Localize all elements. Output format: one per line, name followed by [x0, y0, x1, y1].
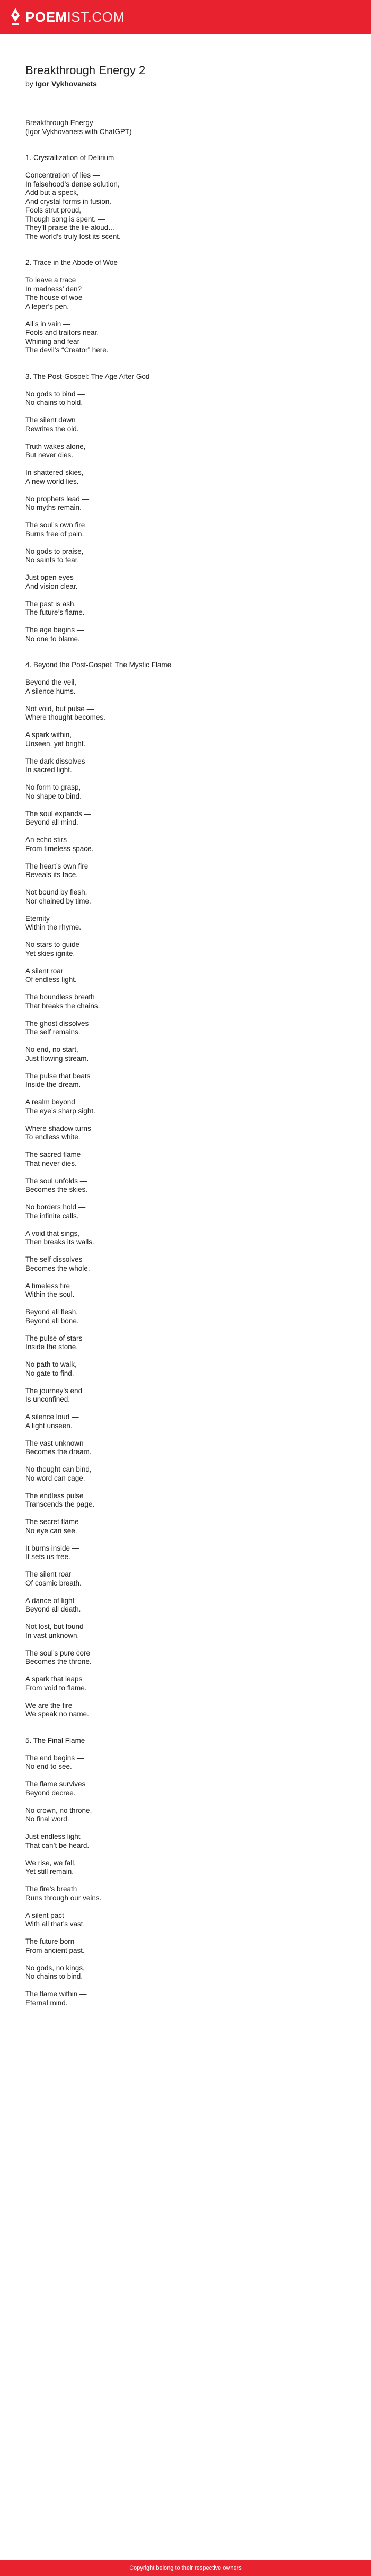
poem-line: They’ll praise the lie aloud… — [25, 224, 116, 232]
poem-line: The past is ash, — [25, 599, 76, 608]
poem-line: A silent pact — — [25, 1911, 74, 1919]
blank-line — [25, 145, 371, 154]
poem-line: The world’s truly lost its scent. — [25, 232, 121, 241]
poem-line: No eye can see. — [25, 1526, 77, 1535]
poem-line: 1. Crystallization of Delirium — [25, 154, 114, 162]
poem-line: 5. The Final Flame — [25, 1736, 85, 1745]
poem-stanza — [25, 626, 371, 643]
poem-line: The infinite calls. — [25, 1211, 79, 1220]
poem-line: No myths remain. — [25, 503, 82, 511]
poem-stanza — [25, 1046, 371, 1063]
poem-line: A silence loud — — [25, 1413, 79, 1421]
poem-stanza — [25, 1675, 371, 1693]
poem-line: No one to blame. — [25, 634, 80, 643]
poem-stanza — [25, 836, 371, 853]
poem-line: We speak no name. — [25, 1710, 89, 1718]
author-link[interactable]: Igor Vykhovanets — [35, 79, 97, 88]
poem-stanza — [25, 783, 371, 801]
poem-line: The flame survives — [25, 1780, 86, 1788]
poem-line: Not bound by flesh, — [25, 888, 87, 896]
poem-line: We are the fire — — [25, 1701, 82, 1710]
poem-line: The sacred flame — [25, 1150, 81, 1158]
poem-line: No path to walk, — [25, 1360, 77, 1368]
poem-line: No saints to fear. — [25, 556, 80, 564]
poem-line: Fools strut proud, — [25, 206, 82, 214]
poem-line: Becomes the whole. — [25, 1264, 90, 1272]
poem-line: Beyond all flesh, — [25, 1308, 78, 1316]
poem-line: No shape to bind. — [25, 792, 82, 800]
poem-line: 3. The Post-Gospel: The Age After God — [25, 372, 150, 380]
poem-line: Beyond all death. — [25, 1605, 81, 1613]
poem-title: Breakthrough Energy 2 — [25, 64, 146, 77]
poem-line: Concentration of lies — — [25, 171, 100, 179]
poem-line: The secret flame — [25, 1518, 79, 1526]
poem-stanza — [25, 1649, 371, 1667]
poem-line: Of cosmic breath. — [25, 1579, 82, 1587]
poem-line: No crown, no throne, — [25, 1806, 92, 1814]
poem-stanza — [25, 888, 371, 906]
poem-stanza — [25, 652, 371, 670]
poem-line: The devil’s “Creator” here. — [25, 346, 109, 354]
poem-line: Beyond decree. — [25, 1789, 76, 1797]
poem-line: A spark that leaps — [25, 1675, 83, 1683]
poem-line: And crystal forms in fusion. — [25, 197, 112, 206]
poem-line: The vast unknown — — [25, 1439, 93, 1447]
poem-line: That never dies. — [25, 1159, 77, 1167]
poem-stanza — [25, 941, 371, 958]
poem-stanza — [25, 390, 371, 408]
site-footer — [0, 2560, 371, 2576]
poem-stanza — [25, 1807, 371, 1824]
poem-line: Whining and fear — — [25, 337, 89, 346]
poem-line: Burns free of pain. — [25, 529, 84, 538]
poem-stanza — [25, 993, 371, 1011]
poem-stanza — [25, 364, 371, 381]
poem-stanza — [25, 547, 371, 565]
poem-line: Is unconfined. — [25, 1395, 70, 1403]
poem-stanza — [25, 1439, 371, 1457]
poem-line: The soul’s own fire — [25, 521, 85, 529]
poem-stanza — [25, 1150, 371, 1168]
site-logo-text — [25, 10, 125, 24]
poem-stanza — [25, 573, 371, 591]
poem-stanza — [25, 1177, 371, 1194]
poem-stanza — [25, 1229, 371, 1247]
poem-stanza — [25, 1885, 371, 1902]
poem-line: No form to grasp, — [25, 783, 81, 791]
poem-line: No gods, no kings, — [25, 1963, 85, 1972]
poem-stanza — [25, 1859, 371, 1876]
poem-stanza — [25, 757, 371, 775]
poem-stanza — [25, 1387, 371, 1404]
poem-line: A realm beyond — [25, 1098, 75, 1106]
poem-line: No gate to find. — [25, 1369, 74, 1377]
poem-stanza — [25, 967, 371, 985]
poem-stanza — [25, 320, 371, 355]
poem-line: Though song is spent. — — [25, 215, 105, 223]
poem-stanza — [25, 1623, 371, 1640]
poem-stanza — [25, 1964, 371, 1981]
poem-stanza — [25, 1833, 371, 1850]
poem-line: Beyond all bone. — [25, 1316, 79, 1325]
poem-stanza — [25, 1308, 371, 1325]
poem-line: 4. Beyond the Post-Gospel: The Mystic Flame — [25, 661, 172, 669]
poem-stanza — [25, 1203, 371, 1220]
poem-line: Within the rhyme. — [25, 923, 82, 931]
poem-line: Of endless light. — [25, 976, 77, 984]
poem-line: It sets us free. — [25, 1553, 70, 1561]
poem-stanza — [25, 1072, 371, 1090]
poem-line: Rewrites the old. — [25, 424, 79, 433]
poem-line: In falsehood’s dense solution, — [25, 180, 120, 188]
poem-stanza — [25, 119, 371, 136]
poem-line: Truth wakes alone, — [25, 442, 86, 450]
poem-line: No end, no start, — [25, 1046, 78, 1054]
poem-stanza — [25, 250, 371, 268]
poem-line: Inside the dream. — [25, 1081, 81, 1088]
site-logo-link[interactable] — [10, 8, 125, 26]
poem-stanza — [25, 1702, 371, 1719]
poem-stanza — [25, 1413, 371, 1430]
poem-line: The future born — [25, 1937, 75, 1945]
poem-line: The fire’s breath — [25, 1885, 77, 1893]
brand-thin: IST.COM — [67, 9, 125, 25]
poem-line: From ancient past. — [25, 1946, 85, 1954]
poem-line: The end begins — — [25, 1754, 84, 1762]
poem-line: Nor chained by time. — [25, 897, 91, 905]
poem-line: The pulse that beats — [25, 1072, 91, 1080]
poem-line: The endless pulse — [25, 1491, 84, 1500]
blank-line — [25, 652, 371, 661]
poem-line: All’s in vain — — [25, 320, 70, 328]
poem-stanza — [25, 1125, 371, 1142]
poem-line: Runs through our veins. — [25, 1893, 102, 1902]
poem-line: Just endless light — — [25, 1833, 90, 1840]
poem-line: No word can cage. — [25, 1474, 85, 1482]
poem-stanza — [25, 1334, 371, 1352]
poem-line: Fools and traitors near. — [25, 329, 99, 337]
poem-line: We rise, we fall, — [25, 1858, 76, 1867]
poem-stanza — [25, 1754, 371, 1772]
poem-line: The eye’s sharp sight. — [25, 1106, 95, 1115]
poem-line: A void that sings, — [25, 1229, 80, 1237]
poem-line: The age begins — — [25, 626, 84, 634]
poem-line: To endless white. — [25, 1133, 81, 1141]
poem-line: In madness’ den? — [25, 285, 82, 293]
poem-line: Beyond all mind. — [25, 818, 78, 826]
poem-line: Transcends the page. — [25, 1500, 95, 1508]
poem-line: The dark dissolves — [25, 757, 85, 765]
poem-stanza — [25, 1570, 371, 1588]
poem-line: But never dies. — [25, 451, 74, 459]
poem-line: Within the soul. — [25, 1290, 75, 1298]
poem-line: That can’t be heard. — [25, 1841, 90, 1849]
poem-line: And vision clear. — [25, 582, 78, 590]
poem-stanza — [25, 810, 371, 827]
poem-line: In sacred light. — [25, 766, 72, 774]
poem-stanza — [25, 468, 371, 486]
poem-line: No final word. — [25, 1815, 69, 1823]
poem-stanza — [25, 1911, 371, 1929]
poem-line: No thought can bind, — [25, 1465, 92, 1473]
poem-line: A leper’s pen. — [25, 302, 69, 311]
poem-line: The journey’s end — [25, 1386, 83, 1395]
poem-body — [25, 119, 371, 2007]
poem-stanza — [25, 1937, 371, 1955]
poem-line: Inside the stone. — [25, 1343, 78, 1351]
poem-line: The self dissolves — — [25, 1255, 92, 1263]
poem-line: No prophets lead — — [25, 494, 90, 503]
poem-stanza — [25, 862, 371, 880]
poem-line: Just open eyes — — [25, 573, 83, 581]
poem-stanza — [25, 1597, 371, 1614]
poem-line: Yet still remain. — [25, 1867, 74, 1875]
poem-line: In vast unknown. — [25, 1631, 80, 1640]
poem-line: Becomes the skies. — [25, 1185, 88, 1193]
poem-line: No gods to praise, — [25, 547, 84, 555]
poem-stanza — [25, 1780, 371, 1798]
poem-line: Add but a speck, — [25, 189, 79, 197]
poem-line: From void to flame. — [25, 1684, 87, 1692]
poem-stanza — [25, 145, 371, 163]
poem-stanza — [25, 1282, 371, 1299]
copyright-text: Copyright belong to their respective owners — [129, 2565, 242, 2571]
poem-line: The future’s flame. — [25, 608, 85, 616]
poem-stanza — [25, 1098, 371, 1116]
poem-line: It burns inside — — [25, 1544, 80, 1552]
poem-line: From timeless space. — [25, 844, 94, 853]
poem-stanza — [25, 1544, 371, 1562]
poem-line: A dance of light — [25, 1596, 75, 1605]
poem-page — [0, 34, 371, 2007]
poem-line: No chains to bind. — [25, 1972, 83, 1980]
poem-line: Then breaks its walls. — [25, 1238, 94, 1246]
poem-stanza — [25, 442, 371, 460]
poem-line: Breakthrough Energy — [25, 119, 93, 127]
byline-by-label: by — [25, 79, 33, 88]
poem-line: No end to see. — [25, 1763, 72, 1771]
poem-stanza — [25, 495, 371, 512]
blank-line — [25, 1728, 371, 1737]
poem-line: No borders hold — — [25, 1203, 86, 1211]
poem-line: Not void, but pulse — — [25, 704, 94, 713]
poem-line: That breaks the chains. — [25, 1002, 100, 1010]
poem-line: A silent roar — [25, 967, 64, 975]
poem-line: A new world lies. — [25, 477, 79, 485]
poem-line: No stars to guide — — [25, 941, 89, 949]
poem-line: No chains to hold. — [25, 399, 83, 406]
poem-stanza — [25, 1020, 371, 1037]
poem-line: 2. Trace in the Abode of Woe — [25, 259, 118, 267]
poem-line: (Igor Vykhovanets with ChatGPT) — [25, 127, 132, 136]
poem-line: The boundless breath — [25, 993, 95, 1001]
poem-stanza — [25, 1360, 371, 1378]
poem-line: In shattered skies, — [25, 468, 84, 476]
poem-line: The soul expands — — [25, 809, 91, 818]
poem-line: A light unseen. — [25, 1421, 73, 1430]
poem-stanza — [25, 678, 371, 696]
poem-stanza — [25, 1518, 371, 1535]
poem-stanza — [25, 1728, 371, 1745]
poem-stanza — [25, 1492, 371, 1509]
brand-bold: POEM — [25, 9, 67, 25]
poem-line: A spark within, — [25, 731, 72, 739]
poem-line: Not lost, but found — — [25, 1623, 93, 1631]
poem-stanza — [25, 731, 371, 748]
poem-line: The heart’s own fire — [25, 862, 89, 870]
poem-line: The pulse of stars — [25, 1334, 83, 1342]
poem-line: Eternal mind. — [25, 1998, 68, 2007]
poem-line: The silent dawn — [25, 416, 76, 424]
poem-stanza — [25, 600, 371, 617]
poem-line: Just flowing stream. — [25, 1054, 89, 1063]
poem-line: Where shadow turns — [25, 1124, 91, 1132]
poem-line: An echo stirs — [25, 836, 67, 844]
byline — [25, 79, 371, 88]
poem-stanza — [25, 276, 371, 311]
poem-stanza — [25, 1465, 371, 1483]
poem-line: The soul’s pure core — [25, 1649, 91, 1657]
poem-stanza — [25, 171, 371, 241]
poem-line: The flame within — — [25, 1990, 87, 1998]
poem-line: Yet skies ignite. — [25, 949, 75, 958]
poem-stanza — [25, 915, 371, 932]
poem-line: Eternity — — [25, 914, 59, 923]
poem-line: The self remains. — [25, 1028, 81, 1036]
poem-line: Beyond the veil, — [25, 678, 77, 686]
poem-line: A silence hums. — [25, 687, 76, 695]
poem-line: Where thought becomes. — [25, 713, 105, 721]
poem-stanza — [25, 705, 371, 722]
poem-stanza — [25, 1990, 371, 2007]
poem-line: No gods to bind — — [25, 390, 85, 398]
blank-line — [25, 364, 371, 373]
poem-line: The house of woe — — [25, 294, 92, 302]
poem-stanza — [25, 1255, 371, 1273]
poem-line: Reveals its face. — [25, 871, 78, 879]
blank-line — [25, 250, 371, 259]
poem-stanza — [25, 416, 371, 433]
poem-line: To leave a trace — [25, 276, 76, 284]
poem-line: The ghost dissolves — — [25, 1019, 98, 1028]
poem-line: With all that’s vast. — [25, 1920, 85, 1928]
poem-line: A timeless fire — [25, 1281, 70, 1290]
poem-line: The silent roar — [25, 1570, 72, 1578]
pen-nib-icon — [10, 8, 21, 26]
poem-line: Unseen, yet bright. — [25, 739, 86, 748]
poem-line: The soul unfolds — — [25, 1176, 87, 1185]
site-header — [0, 0, 371, 34]
poem-stanza — [25, 521, 371, 538]
poem-line: Becomes the dream. — [25, 1448, 92, 1456]
poem-line: Becomes the throne. — [25, 1658, 92, 1666]
